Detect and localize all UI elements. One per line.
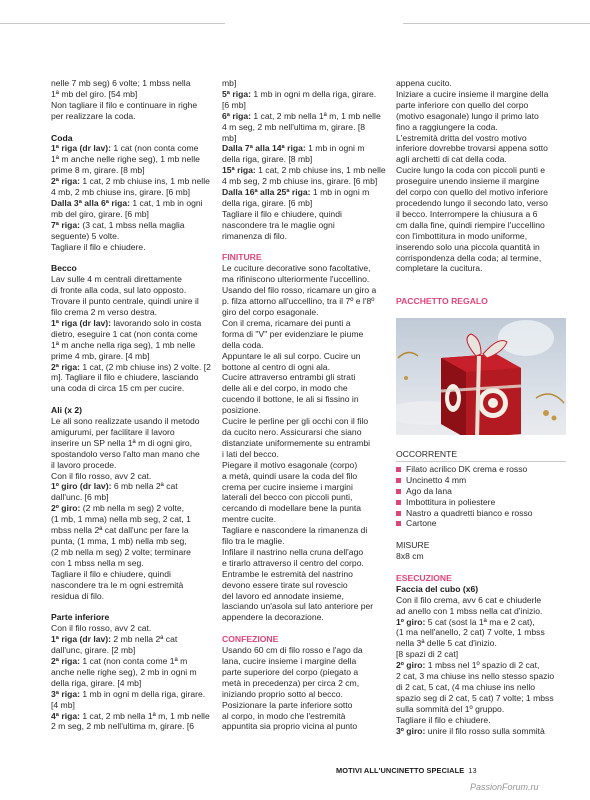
text-line: inferiore dovrebbe trovarsi appena sotto bbox=[396, 143, 548, 154]
section-title-parte-inferiore: Parte inferiore bbox=[51, 612, 110, 623]
text-line: Trovare il punto centrale, quindi unire il bbox=[51, 296, 199, 307]
text-line: p. filza attorno all'uccellino, tra il 7º e l'8º bbox=[222, 296, 375, 307]
text-line: inserire un SP nella 1ª m di ogni giro, bbox=[51, 437, 193, 448]
text-line: dall'unc, girare. [2 mb] bbox=[51, 645, 136, 656]
text-line: fino a raggiungere la coda. bbox=[396, 121, 498, 132]
text-line: amigurumi, per facilitare il lavoro bbox=[51, 426, 175, 437]
text-line: del lavoro ed annodate insieme, bbox=[222, 590, 344, 601]
text-line: lana, cucire insieme i margine della bbox=[222, 656, 357, 666]
page-number: 13 bbox=[468, 766, 477, 775]
text-line: dall'unc. [6 mb] bbox=[51, 492, 109, 503]
text-line: Tagliare il filo e chiudere. bbox=[396, 714, 491, 725]
text-line: Non tagliare il filo e continuare in righe bbox=[51, 99, 198, 110]
gift-box-photo bbox=[396, 318, 566, 435]
text-line: e tirarlo attraverso il centro del corpo. bbox=[222, 557, 364, 568]
text-line: della riga, girare. [4 mb] bbox=[51, 677, 142, 688]
text-line: Lav sulle 4 m centrali direttamente bbox=[51, 274, 182, 285]
list-item: Nastro a quadretti bianco e rosso bbox=[396, 508, 566, 519]
text-line: nascondere tra le maglie ogni bbox=[222, 219, 335, 230]
text-line: (motivo esagonale) lungo il primo lato bbox=[396, 110, 539, 121]
text-line: appena cucito. bbox=[396, 78, 452, 88]
text-line: appuntita sia proprio vicina al punto bbox=[222, 721, 358, 732]
top-rule-right bbox=[403, 23, 590, 24]
text-line: rimanenza di filo. bbox=[222, 230, 287, 241]
text-line: Iniziare a cucire insieme il margine della bbox=[396, 88, 549, 99]
text-line: mb] bbox=[222, 78, 237, 88]
section-title-misure: MISURE bbox=[396, 540, 430, 551]
text-line: Tagliare il filo e chiudere. bbox=[51, 241, 146, 252]
text-line: parte inferiore con quello del corpo bbox=[396, 99, 529, 110]
text-line: agli archetti di cat della coda. bbox=[396, 154, 507, 165]
text-line: lasciando un'asola sul lato anteriore per bbox=[222, 601, 374, 612]
text-line: del corpo con quello del motivo inferiore bbox=[396, 187, 548, 198]
text-line: filo tra le maglie. bbox=[222, 536, 285, 547]
text-line: con l'imbottitura in modo uniforme, bbox=[396, 230, 528, 241]
section-title-finiture: FINITURE bbox=[222, 252, 262, 263]
text-line: 2 cat, 3 ma chiuse ins nello stesso spazio bbox=[396, 671, 555, 682]
text-line: mentre cucite. bbox=[222, 514, 276, 525]
text-line: Tagliare il filo e chiudere, quindi bbox=[222, 208, 342, 219]
text-line: anche nelle righe seg), 2 mb in ogni m bbox=[51, 666, 197, 677]
text-line: Dalla 16ª alla 25ª riga: 1 mb in ogni m bbox=[222, 187, 370, 198]
text-line: Entrambe le estremità del nastrino bbox=[222, 568, 353, 579]
text-line: Con il filo rosso, avv 2 cat. bbox=[51, 623, 152, 634]
text-line: da cucito nero. Assicurarsi che siano bbox=[222, 426, 362, 437]
text-line: crema per cucire insieme i margini bbox=[222, 481, 353, 492]
text-line: spazio seg di 2 cat, 5 cat) 7 volte; 1 mbss bbox=[396, 692, 554, 703]
text-line: Cucire le perline per gli occhi con il filo bbox=[222, 416, 369, 427]
text-line: 1ª riga (dr lav): 1 cat (non conta come bbox=[51, 143, 199, 154]
text-line: 2ª riga: 1 cat, (2 mb chiuse ins) 2 volte. [2 bbox=[51, 361, 211, 372]
text-line: Tagliare e nascondere la rimanenza di bbox=[222, 525, 368, 536]
list-item: Imbottitura in poliestere bbox=[396, 497, 566, 508]
text-line: 2ª riga: 1 cat, 2 mb chiuse ins, 1 mb nelle bbox=[51, 176, 210, 187]
text-line: 4 mb, 2 mb chiuse ins, girare. [6 mb] bbox=[51, 187, 190, 198]
text-line: 3º giro: unire il filo rosso sulla sommità bbox=[396, 725, 545, 736]
text-line: [4 mb] bbox=[51, 699, 75, 710]
text-line: 4 mb seg, 2 mb chiuse ins, girare. [6 mb] bbox=[222, 176, 378, 187]
text-line: 15ª riga: 1 cat, 2 mb chiuse ins, 1 mb nelle bbox=[222, 165, 386, 176]
divider bbox=[396, 461, 566, 462]
section-title-confezione: CONFEZIONE bbox=[222, 634, 279, 645]
text-line: residua di filo. bbox=[51, 590, 105, 601]
text-line: devono essere tirate sul rovescio bbox=[222, 579, 348, 590]
section-title-coda: Coda bbox=[51, 132, 73, 143]
misure-value: 8x8 cm bbox=[396, 551, 424, 562]
text-line: cercando di modellare bene la punta bbox=[222, 503, 362, 514]
text-line: di fronte alla coda, sul lato opposto. bbox=[51, 285, 187, 296]
text-line: della riga, girare. [8 mb] bbox=[222, 154, 313, 165]
text-line: ad anello con 1 mbss nella cat d'inizio. bbox=[396, 605, 543, 616]
text-line: procedendo lungo il secondo lato, verso bbox=[396, 197, 548, 208]
text-line: per realizzare la coda. bbox=[51, 110, 136, 121]
text-line: una coda di circa 15 cm per cucire. bbox=[51, 383, 185, 394]
text-line: punta, (1 mma, 1 mb) nella mb seg, bbox=[51, 536, 187, 547]
section-title-becco: Becco bbox=[51, 263, 77, 274]
text-line: 1ª mb del giro. [54 mb] bbox=[51, 88, 138, 99]
text-line: il becco. Interrompere la chiusura a 6 bbox=[396, 208, 538, 219]
text-line: filo crema 2 m verso destra. bbox=[51, 307, 158, 317]
text-line: Appuntare le ali sul corpo. Cucire un bbox=[222, 350, 361, 361]
text-line: 1ª riga (dr lav): 2 mb nella 2ª cat bbox=[51, 634, 178, 645]
list-item: Ago da lana bbox=[396, 486, 566, 497]
text-line: Tagliare il filo e chiudere, quindi bbox=[51, 568, 171, 579]
text-line: 5ª riga: 1 mb in ogni m della riga, girare. bbox=[222, 88, 377, 99]
text-line: 1ª m anche nelle righe seg), 1 mb nelle bbox=[51, 154, 200, 165]
text-line: mbss nella 2ª cat dall'unc per fare la bbox=[51, 525, 189, 536]
materials-list bbox=[396, 464, 566, 529]
text-line: cucendo il bottone, le ali si fissino in bbox=[222, 394, 359, 405]
text-line: prime 8 m, girare. [8 mb] bbox=[51, 165, 145, 176]
text-line: prime 4 mb, girare. [4 mb] bbox=[51, 350, 150, 361]
text-line: Usando 60 cm di filo rosso e l'ago da bbox=[222, 645, 363, 656]
text-line: 4 m seg, 2 mb nell'ultima m, girare. [8 bbox=[222, 121, 366, 132]
footer-title: MOTIVI ALL'UNCINETTO SPECIALE bbox=[336, 766, 465, 775]
text-line: laterali del becco con piccoli punti, bbox=[222, 492, 353, 503]
text-line: 1ª riga (dr lav): lavorando solo in costa bbox=[51, 317, 202, 328]
text-line: di 2 cat, 5 cat, (4 ma chiuse ins nello bbox=[396, 682, 536, 692]
text-line: m]. Tagliare il filo e chiudere, lasciando bbox=[51, 372, 199, 383]
text-line: della riga, girare. [6 mb] bbox=[222, 197, 313, 208]
text-line: 2º giro: 1 mbss nel 1º spazio di 2 cat, bbox=[396, 660, 540, 671]
text-line: [6 mb] bbox=[222, 99, 246, 110]
text-line: Con il crema, ricamare dei punti a bbox=[222, 317, 351, 328]
text-line: 6ª riga: 1 cat, 2 mb nella 1ª m, 1 mb nelle bbox=[222, 110, 381, 121]
text-line: nella 3ª delle 5 cat d'inizio. bbox=[396, 638, 497, 649]
list-item: Cartone bbox=[396, 518, 566, 529]
text-line: sulla sommità del 1º gruppo. bbox=[396, 703, 505, 714]
text-line: della coda. bbox=[222, 339, 264, 350]
text-line: distanziate uniformemente su entrambi bbox=[222, 437, 371, 448]
text-line: [8 spazi di 2 cat] bbox=[396, 649, 459, 660]
text-line: 2º giro: (2 mb nella m seg) 2 volte, bbox=[51, 503, 185, 514]
text-line: (1 ma nell'anello, 2 cat) 7 volte, 1 mbss bbox=[396, 627, 545, 638]
section-title-occorrente: OCCORRENTE bbox=[396, 449, 458, 459]
text-line: 7ª riga: (3 cat, 1 mbss nella maglia bbox=[51, 219, 185, 230]
text-line: seguente) 5 volte. bbox=[51, 230, 120, 241]
text-line: il lavoro procede. bbox=[51, 459, 117, 470]
text-line: bottone al centro di ogni ala. bbox=[222, 361, 330, 372]
list-item: Filato acrilico DK crema e rosso bbox=[396, 464, 566, 475]
text-line: Le cuciture decorative sono facoltative, bbox=[222, 263, 371, 274]
text-line: nelle 7 mb seg) 6 volte; 1 mbss nella bbox=[51, 78, 191, 88]
section-title-esecuzione: ESECUZIONE bbox=[396, 572, 452, 583]
text-line: i lati del becco. bbox=[222, 448, 279, 459]
text-line: forma di "V" per evidenziare le piume bbox=[222, 328, 364, 339]
text-line: Cucire attraverso entrambi gli strati bbox=[222, 372, 356, 383]
text-line: proseguire unendo insieme il margine bbox=[396, 176, 540, 187]
text-line: 1º giro: 5 cat (sost la 1ª ma e 2 cat), bbox=[396, 616, 535, 627]
text-line: Dalla 7ª alla 14ª riga: 1 mb in ogni m bbox=[222, 143, 365, 154]
text-line: Cucire lungo la coda con piccoli punti e bbox=[396, 165, 546, 176]
text-line: inserendo solo una piccola quantità in bbox=[396, 241, 540, 252]
text-line: giro del corpo esagonale. bbox=[222, 307, 319, 318]
text-line: 2 m seg, 2 mb nell'ultima m, girare. [6 bbox=[51, 721, 195, 732]
text-line: metà in precedenza) per circa 2 cm, bbox=[222, 677, 360, 688]
page-footer bbox=[336, 766, 477, 775]
column-1 bbox=[51, 78, 211, 732]
text-line: (2 mb nella m seg) 2 volte; terminare bbox=[51, 546, 191, 557]
section-title-ali: Ali (x 2) bbox=[51, 405, 83, 416]
text-line: completare la cucitura. bbox=[396, 263, 483, 274]
text-line: appendere la decorazione. bbox=[222, 612, 324, 623]
watermark: PassionForum.ru bbox=[470, 782, 539, 792]
text-line: 3ª riga: 1 mb in ogni m della riga, girare. bbox=[51, 688, 206, 699]
text-line: parte superiore del corpo (piegato a bbox=[222, 666, 359, 677]
text-line: Posizionare la parte inferiore sotto bbox=[222, 699, 353, 710]
text-line: L'estremità dritta del vostro motivo bbox=[396, 132, 527, 143]
text-line: cm dalla fine, quindi riempire l'uccellino bbox=[396, 219, 545, 230]
text-line: al corpo, in modo che l'estremità bbox=[222, 710, 346, 721]
text-line: 4ª riga: 1 cat, 2 mb nella 1ª m, 1 mb nelle bbox=[51, 710, 210, 721]
text-line: iniziando proprio sotto al becco. bbox=[222, 688, 343, 699]
text-line: a metà, quindi usare la coda del filo bbox=[222, 470, 358, 481]
text-line: nascondere tra le m ogni estremità bbox=[51, 579, 184, 590]
text-line: Piegare il motivo esagonale (corpo) bbox=[222, 459, 358, 470]
column-3-lower bbox=[396, 449, 566, 737]
section-title-pacchetto-regalo: PACCHETTO REGALO bbox=[396, 296, 488, 307]
text-line: spostandolo verso l'alto man mano che bbox=[51, 448, 200, 459]
top-rule-left bbox=[0, 23, 225, 24]
text-line: ma rifiniscono ulteriormente l'uccellino. bbox=[222, 274, 370, 285]
text-line: dietro, eseguire 1 cat (non conta come bbox=[51, 328, 198, 339]
column-3 bbox=[396, 78, 566, 307]
text-line: mb del giro, girare. [6 mb] bbox=[51, 208, 149, 219]
text-line: Infilare il nastrino nella cruna dell'ago bbox=[222, 546, 364, 557]
text-line: 1ª m anche nella riga seg), 1 mb nelle bbox=[51, 339, 196, 350]
text-line: mb] bbox=[222, 132, 237, 143]
text-line: Dalla 3ª alla 6ª riga: 1 cat, 1 mb in ogni bbox=[51, 197, 203, 208]
column-2 bbox=[222, 78, 389, 732]
text-line: Usando del filo rosso, ricamare un giro a bbox=[222, 285, 377, 296]
text-line: 2ª riga: 1 cat (non conta come 1ª m bbox=[51, 655, 188, 666]
list-item: Uncinetto 4 mm bbox=[396, 475, 566, 486]
subsection-title-faccia: Faccia del cubo (x6) bbox=[396, 583, 479, 594]
text-line: corrispondenza della coda; al termine, bbox=[396, 252, 542, 263]
text-line: delle ali e del corpo, in modo che bbox=[222, 383, 348, 394]
text-line: posizione. bbox=[222, 405, 261, 416]
text-line: (1 mb, 1 mma) nella mb seg, 2 cat, 1 bbox=[51, 514, 191, 525]
gift-box-illustration bbox=[396, 318, 566, 435]
text-line: 1º giro (dr lav): 6 mb nella 2ª cat bbox=[51, 481, 178, 492]
text-line: Con il filo rosso, avv 2 cat. bbox=[51, 470, 152, 481]
text-line: Le ali sono realizzate usando il metodo bbox=[51, 416, 200, 427]
text-line: con 1 mbss nella m seg. bbox=[51, 557, 144, 568]
text-line: Con il filo crema, avv 6 cat e chiuderle bbox=[396, 594, 542, 605]
